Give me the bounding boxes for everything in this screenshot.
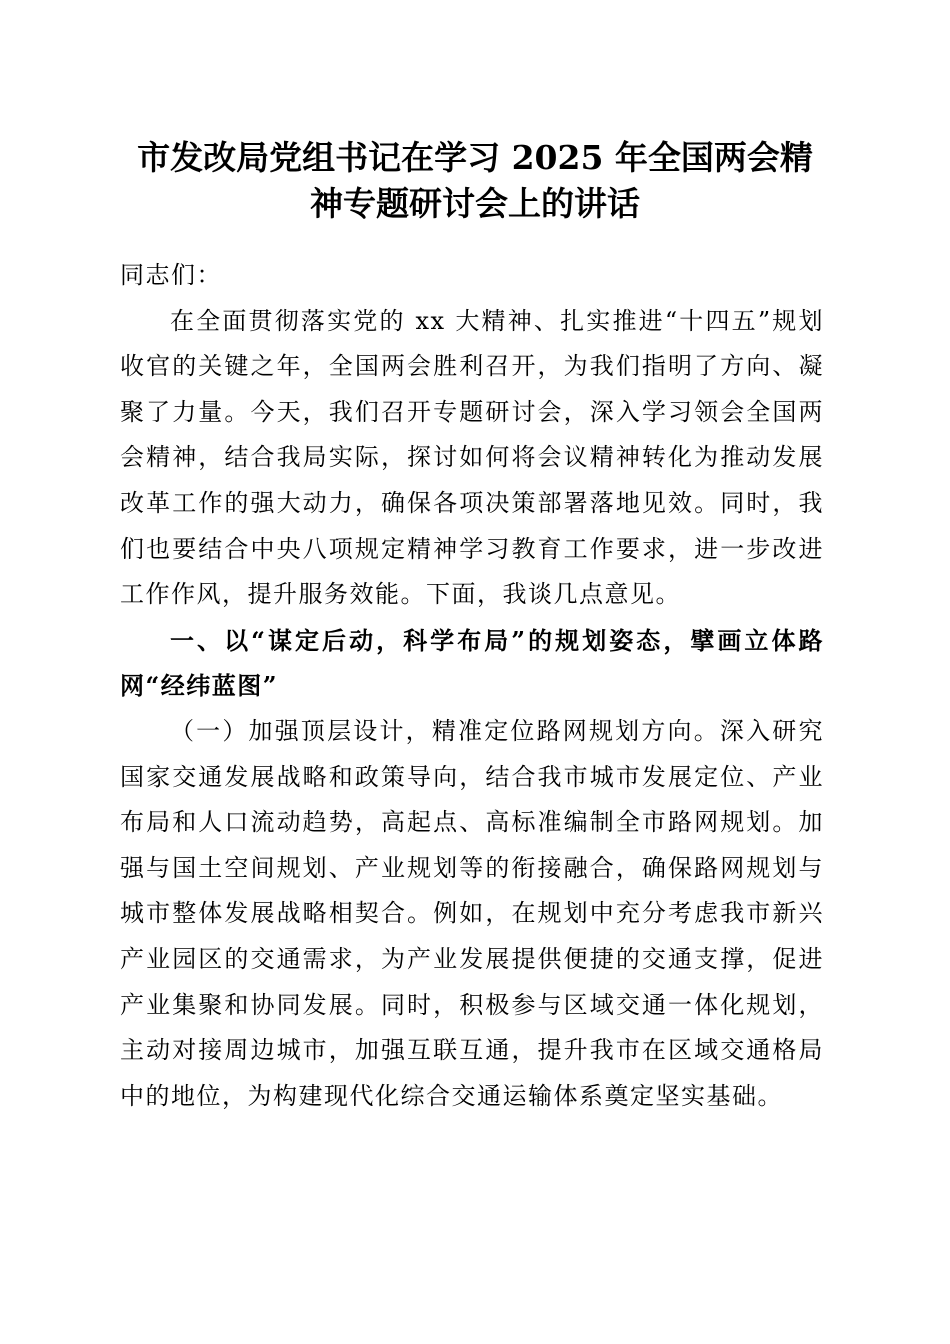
- paragraph-2-line: 中的地位，为构建现代化综合交通运输体系奠定坚实基础。: [120, 1081, 783, 1110]
- section-heading-1: [120, 618, 824, 709]
- section-heading-line: 网“经纬蓝图”: [120, 671, 279, 701]
- paragraph-1-line: 工作作风，提升服务效能。下面，我谈几点意见。: [120, 580, 681, 609]
- greeting: 同志们：: [120, 261, 222, 289]
- paragraph-1-line: 聚了力量。今天，我们召开专题研讨会，深入学习领会全国两: [120, 397, 824, 426]
- paragraph-2-line: 产业集聚和协同发展。同时，积极参与区域交通一体化规划，: [120, 990, 824, 1019]
- paragraph-1-line: 会精神，结合我局实际，探讨如何将会议精神转化为推动发展: [120, 443, 824, 472]
- paragraph-2-line: 国家交通发展战略和政策导向，结合我市城市发展定位、产业: [120, 762, 824, 791]
- paragraph-1: [120, 299, 824, 618]
- title-line-1: 市发改局党组书记在学习 2025 年全国两会精: [137, 138, 813, 177]
- section-heading-line: 一、以“谋定后动，科学布局”的规划姿态，擘画立体路: [170, 625, 824, 655]
- paragraph-2-line: 布局和人口流动趋势，高起点、高标准编制全市路网规划。加: [120, 808, 824, 837]
- document-body: [120, 253, 824, 1119]
- paragraph-2-line: 城市整体发展战略相契合。例如，在规划中充分考虑我市新兴: [120, 899, 824, 928]
- paragraph-1-line: 改革工作的强大动力，确保各项决策部署落地见效。同时，我: [120, 488, 824, 517]
- title-line-2: 神专题研讨会上的讲话: [310, 184, 640, 223]
- paragraph-1-line: 在全面贯彻落实党的 xx 大精神、扎实推进“十四五”规划: [170, 306, 824, 335]
- paragraph-1-line: 收官的关键之年，全国两会胜利召开，为我们指明了方向、凝: [120, 352, 824, 381]
- document-title: [110, 135, 840, 227]
- paragraph-2-line: 产业园区的交通需求，为产业发展提供便捷的交通支撑，促进: [120, 944, 824, 973]
- paragraph-1-line: 们也要结合中央八项规定精神学习教育工作要求，进一步改进: [120, 534, 824, 563]
- paragraph-2-line: （一）加强顶层设计，精准定位路网规划方向。深入研究: [170, 716, 824, 745]
- paragraph-2: [120, 709, 824, 1119]
- paragraph-2-line: 强与国土空间规划、产业规划等的衔接融合，确保路网规划与: [120, 853, 824, 882]
- paragraph-2-line: 主动对接周边城市，加强互联互通，提升我市在区域交通格局: [120, 1036, 824, 1065]
